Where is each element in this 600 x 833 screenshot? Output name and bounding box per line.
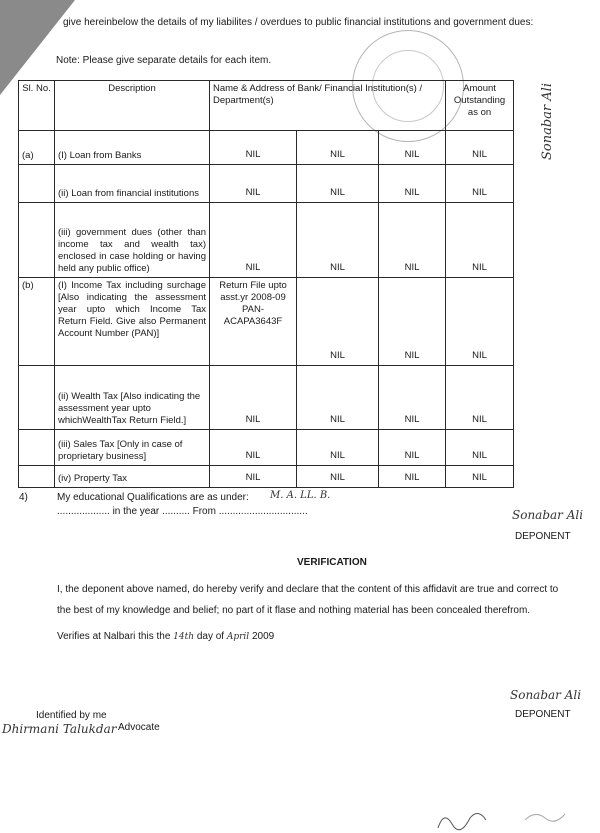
cell-desc: (I) Loan from Banks [55, 131, 210, 165]
table-row [19, 203, 514, 278]
bottom-scribble [430, 800, 570, 833]
cell-value: NIL [210, 131, 297, 165]
cell-sl [19, 203, 55, 278]
cell-desc: (iii) government dues (other than income tax and wealth tax) enclosed in case holding or having held any public office) [55, 203, 210, 278]
cell-value: NIL [446, 430, 514, 466]
verification-line-1: I, the deponent above named, do hereby verify and declare that the content of this affidavit are true and correct to [57, 584, 559, 595]
cell-value: NIL [297, 278, 379, 366]
col-name-header: Name & Address of Bank/ Financial Institution(s) / Department(s) [210, 81, 446, 131]
cell-value: NIL [379, 165, 446, 203]
col-slno-header: Sl. No. [19, 81, 55, 131]
item4-text: My educational Qualifications are as under: [57, 492, 249, 503]
cell-value: NIL [210, 366, 297, 430]
signature-1: Sonabar Ali [512, 508, 584, 522]
table-row [19, 366, 514, 430]
cell-desc: (iii) Sales Tax [Only in case of proprietary business] [55, 430, 210, 466]
verif-mid: day of [196, 631, 225, 642]
cell-value: NIL [210, 165, 297, 203]
verif-day: 14th [173, 632, 195, 642]
cell-value: NIL [379, 131, 446, 165]
cell-value: NIL [446, 203, 514, 278]
verification-line-2: the best of my knowledge and belief; no part of it flase and nothing material has been concealed therefrom. [57, 605, 531, 616]
table-row [19, 165, 514, 203]
cell-value: NIL [297, 430, 379, 466]
table-row [19, 131, 514, 165]
verification-date-line [57, 631, 274, 642]
cell-value: NIL [297, 203, 379, 278]
cell-sl: (a) [19, 131, 55, 165]
verif-prefix: Verifies at Nalbari this the [57, 631, 171, 642]
note: Note: Please give separate details for each item. [56, 55, 272, 66]
cell-sl [19, 430, 55, 466]
cell-value: NIL [379, 203, 446, 278]
identified-label: Identified by me [36, 710, 107, 721]
table-row [19, 430, 514, 466]
cell-value: NIL [297, 165, 379, 203]
cell-sl [19, 165, 55, 203]
advocate-label: Advocate [118, 722, 160, 733]
col-desc-header: Description [55, 81, 210, 131]
cell-value: NIL [446, 278, 514, 366]
cell-value: NIL [297, 466, 379, 488]
verif-year: 2009 [251, 631, 275, 642]
signature-2: Sonabar Ali [510, 688, 582, 702]
cell-value: NIL [446, 366, 514, 430]
item4-line2: ................... in the year .......... From ................................ [57, 506, 308, 517]
cell-value: NIL [379, 430, 446, 466]
cell-desc: (I) Income Tax including surchage [Also indicating the assessment year upto which Income Tax Return Field. Give also Permanent Account Number (PAN)] [55, 278, 210, 366]
cell-value: NIL [297, 131, 379, 165]
cell-value: NIL [446, 466, 514, 488]
col-amount-header: Amount Outstanding as on [446, 81, 514, 131]
cell-sl [19, 466, 55, 488]
verif-month: April [226, 632, 250, 642]
deponent-label-1: DEPONENT [515, 531, 571, 542]
item4-handwritten: M. A. LL. B. [270, 490, 331, 501]
table-row [19, 466, 514, 488]
deponent-label-2: DEPONENT [515, 709, 571, 720]
verification-title: VERIFICATION [297, 557, 367, 568]
cell-desc: (iv) Property Tax [55, 466, 210, 488]
cell-value: NIL [446, 165, 514, 203]
item4-number: 4) [19, 492, 28, 503]
header-line: give hereinbelow the details of my liabilites / overdues to public financial institutions and government dues: [63, 17, 534, 28]
side-signature: Sonabar Ali [540, 83, 555, 160]
cell-value: NIL [210, 203, 297, 278]
cell-value: NIL [379, 278, 446, 366]
cell-value: NIL [210, 430, 297, 466]
cell-value: NIL [379, 366, 446, 430]
cell-sl [19, 366, 55, 430]
table-header-row [19, 81, 514, 131]
cell-value: NIL [379, 466, 446, 488]
cell-desc: (ii) Loan from financial institutions [55, 165, 210, 203]
table-row [19, 278, 514, 366]
cell-value: NIL [210, 466, 297, 488]
liabilities-table [18, 80, 514, 488]
cell-desc: (ii) Wealth Tax [Also indicating the assessment year upto whichWealthTax Return Field.] [55, 366, 210, 430]
advocate-signature: Dhirmani Talukdar [2, 722, 117, 736]
cell-sl: (b) [19, 278, 55, 366]
cell-value: NIL [297, 366, 379, 430]
cell-income-tax-details: Return File upto asst.yr 2008-09 PAN- ACAPA3643F [210, 278, 297, 366]
cell-value: NIL [446, 131, 514, 165]
